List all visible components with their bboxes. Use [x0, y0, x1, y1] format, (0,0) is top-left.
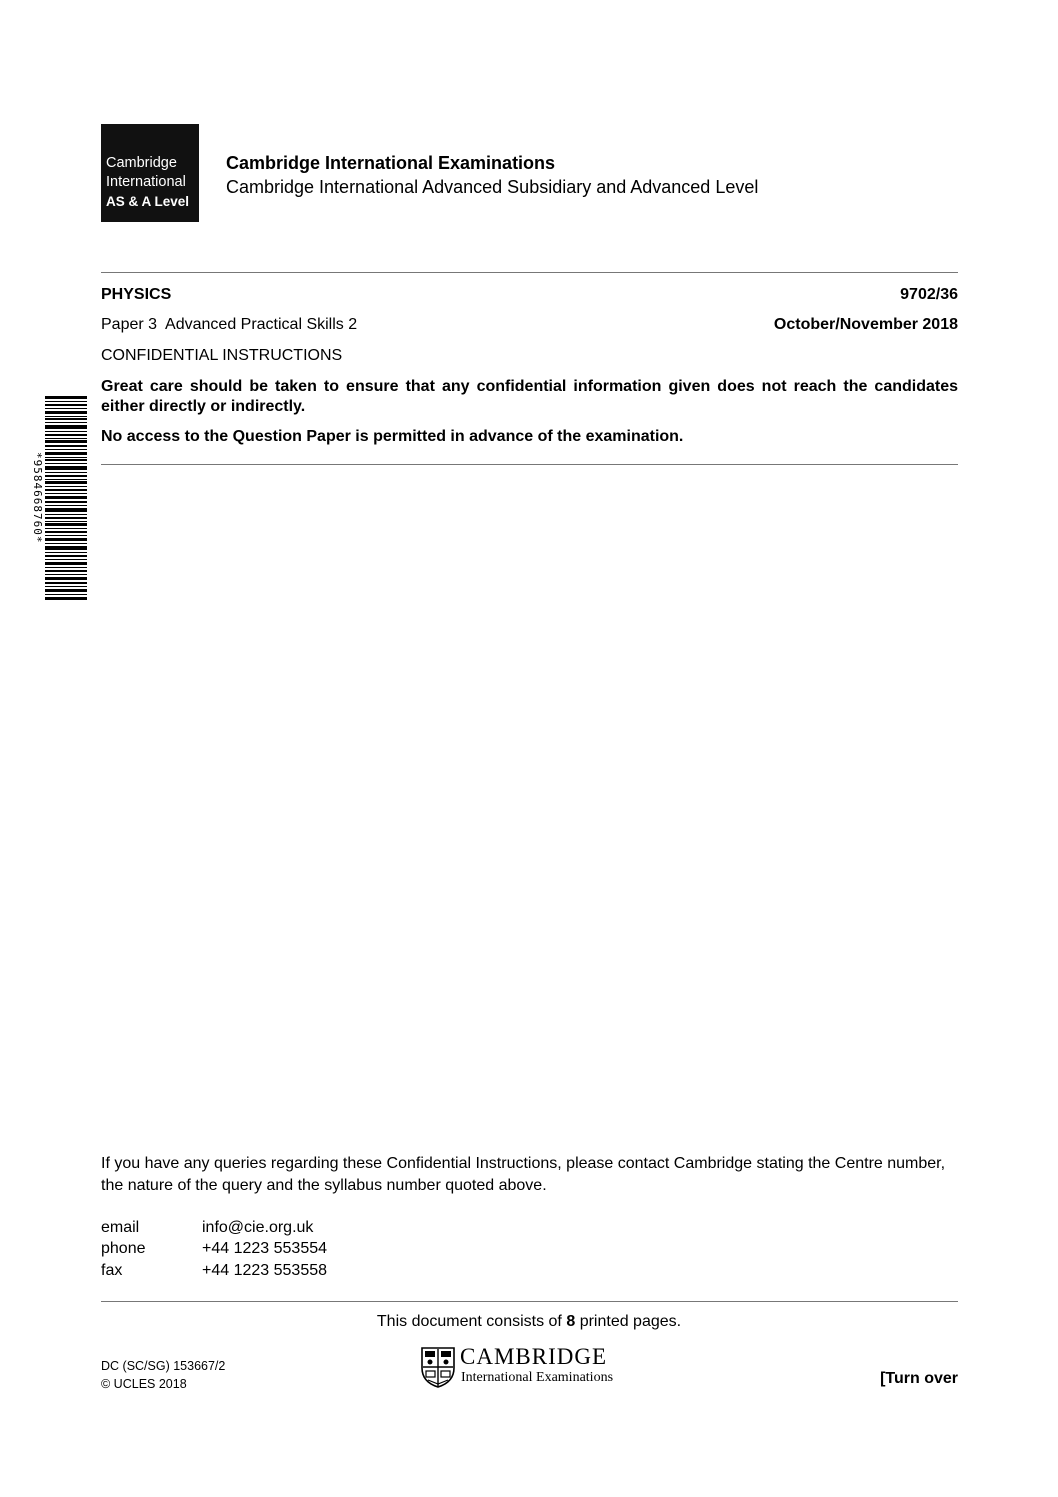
barcode-image	[45, 396, 87, 600]
email-value: info@cie.org.uk	[202, 1219, 314, 1236]
subject-title: PHYSICS	[101, 286, 172, 303]
organisation-name: Cambridge International Examinations	[226, 153, 556, 173]
phone-row	[101, 1240, 327, 1258]
document-type: CONFIDENTIAL INSTRUCTIONS	[101, 347, 343, 364]
logo-line-2: International	[106, 174, 186, 190]
top-divider	[101, 272, 958, 273]
pages-prefix: This document consists of	[376, 1313, 562, 1330]
phone-label: phone	[101, 1240, 146, 1257]
footer-divider	[101, 1301, 958, 1302]
email-row	[101, 1219, 313, 1237]
turn-over-label: [Turn over	[880, 1370, 958, 1387]
phone-value: +44 1223 553554	[202, 1240, 328, 1257]
confidentiality-warning: Great care should be taken to ensure that any confidential information given does not reach the candidates either directly or indirectly.	[101, 378, 958, 415]
cambridge-wordmark-sub: International Examinations	[461, 1370, 614, 1385]
exam-session: October/November 2018	[773, 316, 958, 333]
cambridge-as-a-level-logo	[101, 124, 199, 222]
reference-code: DC (SC/SG) 153667/2	[101, 1359, 226, 1373]
logo-line-1: Cambridge	[106, 155, 177, 171]
syllabus-code: 9702/36	[900, 286, 958, 303]
cambridge-wordmark: CAMBRIDGE	[460, 1344, 608, 1369]
paper-title: Paper 3 Advanced Practical Skills 2	[101, 316, 358, 333]
queries-paragraph: If you have any queries regarding these Confidential Instructions, please contact Cambridge stating the Centre number, the nature of the query and the syllabus number quoted above.	[101, 1155, 946, 1194]
access-warning: No access to the Question Paper is permitted in advance of the examination.	[101, 428, 684, 445]
page-count-note	[0, 1313, 1058, 1331]
pages-count: 8	[566, 1313, 576, 1330]
pages-suffix: printed pages.	[579, 1313, 682, 1330]
barcode-digits: *9584668760*	[31, 452, 44, 544]
fax-value: +44 1223 553558	[202, 1262, 328, 1279]
qualification-name: Cambridge International Advanced Subsidiary and Advanced Level	[226, 177, 759, 197]
copyright: © UCLES 2018	[101, 1377, 187, 1391]
fax-label: fax	[101, 1262, 123, 1279]
cambridge-crest-icon	[420, 1346, 456, 1388]
header-bottom-divider	[101, 464, 958, 465]
logo-line-3: AS & A Level	[106, 194, 190, 209]
fax-row	[101, 1262, 327, 1280]
document-reference	[101, 1357, 225, 1393]
email-label: email	[101, 1219, 140, 1236]
